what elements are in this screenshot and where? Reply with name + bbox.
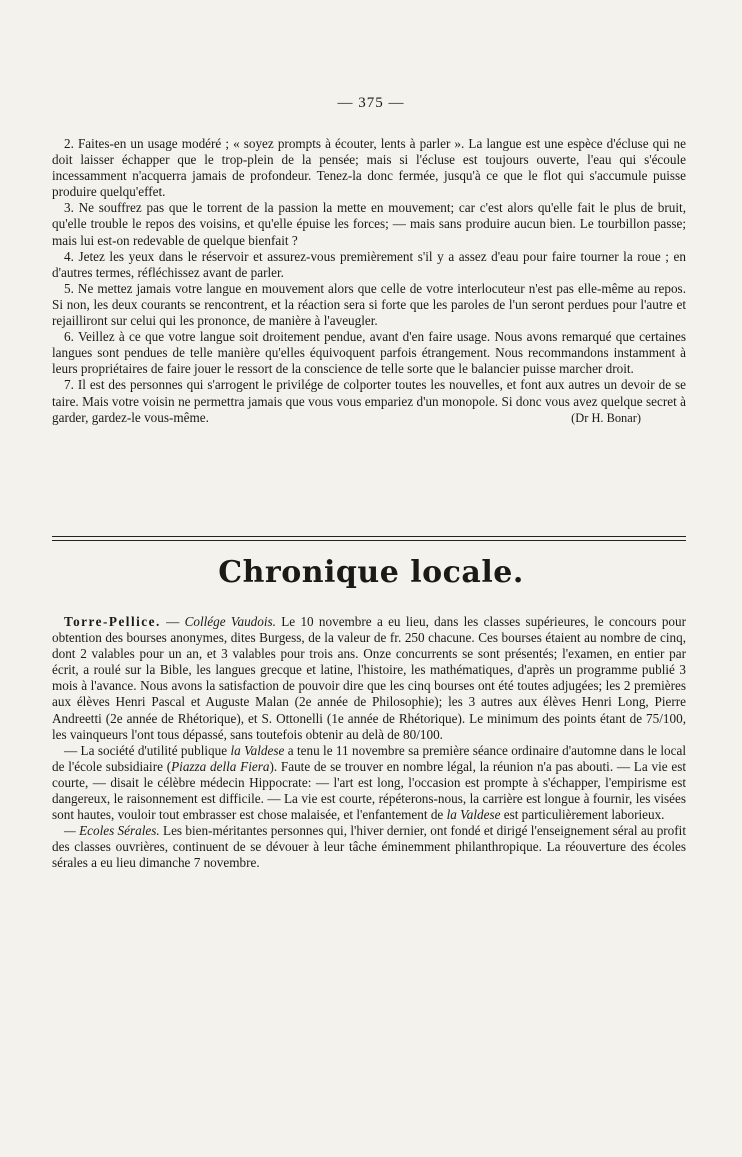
divider-rule bbox=[52, 540, 686, 541]
section-title: Chronique locale. bbox=[218, 555, 524, 590]
advice-paragraph-5: 5. Ne mettez jamais votre langue en mouvement alors que celle de votre interlocuteur n'est pas elle-même au repos. Si non, les deux courants se rencontrent, et la réaction sera si forte que les paroles de l'un seront perdues pour l'autre et rejailliront sur celui qui les prononce, de manière à l'aveugler. bbox=[52, 280, 686, 329]
divider-rule bbox=[52, 536, 686, 537]
advice-paragraph-3: 3. Ne souffrez pas que le torrent de la passion la mette en mouvement; car c'est alors qu'elle fait le plus de bruit, qu'elle trouble le repos des voisins, et qu'elle épuise les forces; — mais sans produire aucun bien. Le tourbillon passe; mais lui est-on redevable de quelque bienfait ? bbox=[52, 200, 686, 248]
chronique-paragraph-ecoles bbox=[52, 823, 686, 871]
place-heading: Torre-Pellice. bbox=[64, 614, 161, 629]
ecoles-heading: — Ecoles Sérales. bbox=[64, 823, 160, 839]
valdese-text-a: — La société d'utilité publique bbox=[64, 742, 231, 758]
college-name: Collége Vaudois. bbox=[184, 614, 276, 629]
valdese-text-c: ). Faute de se trouver en nombre légal, la réunion n'a pas abouti. — La vie est courte, — disait le célèbre médecin Hippocrate: — l'art est long, l'occasion est prompte à s'échapper, l'empirisme est dangereux, le raisonnement est difficile. — La vie est courte, répéterons-nous, la carrière est longue à fournir, les visées sont hautes, vouloir tout embrasser est chose malaisée, et l'enfantement de bbox=[52, 758, 686, 823]
page-number: — 375 — bbox=[337, 95, 405, 111]
valdese-name-2: la Valdese bbox=[446, 807, 501, 823]
chronique-paragraph-college bbox=[52, 614, 686, 743]
advice-paragraph-7-text: 7. Il est des personnes qui s'arrogent le privilége de colporter toutes les nouvelles, et font aux autres un devoir de se taire. Mais votre voisin ne permettra jamais que vous vous empariez d'un monopole. Si donc vous avez quelque secret à garder, gardez-le vous-même. bbox=[52, 377, 686, 425]
advice-paragraph-6: 6. Veillez à ce que votre langue soit droitement pendue, avant d'en faire usage. Nous avons remarqué que certaines langues sont pendues de telle manière qu'elles équivoquent parfois étrangement. Nous recommandons instamment à leurs propriétaires de faire jouer le ressort de la conscience de telle sorte que le balancier puisse marcher droit. bbox=[52, 329, 686, 377]
valdese-text-b: a tenu le 11 novembre sa première séance ordinaire d'automne dans le local de l'école subsidiaire ( bbox=[52, 742, 686, 774]
advice-paragraph-7 bbox=[52, 377, 686, 425]
advice-paragraph-4: 4. Jetez les yeux dans le réservoir et assurez-vous premièrement s'il y a assez d'eau pour faire tourner la roue ; en d'autres termes, réfléchissez avant de parler. bbox=[52, 248, 686, 280]
dash: — bbox=[160, 614, 185, 629]
valdese-name: la Valdese bbox=[230, 742, 285, 758]
college-text: Le 10 novembre a eu lieu, dans les classes supérieures, le concours pour obtention des bourses anonymes, dites Burgess, de la valeur de fr. 250 chacune. Ces bourses étaient au nombre de cinq, dont 2 valables pour un an, et 3 valables pour trois ans. Onze concurrents se sont présentés; l'examen, en entier par écrit, a roulé sur la Bible, les langues grecque et latine, l'histoire, les mathématiques, d'après un programme publié 3 mois à l'avance. Nous avons la satisfaction de pouvoir dire que les cinq bourses ont été toutes adjugées; les 2 premières aux élèves Henri Pascal et Auguste Malan (2e année de Philosophie); les 3 autres aux élèves Henri Long, Pierre Andreetti (2e année de Rhétorique), et S. Ottonelli (1e année de Rhétorique). Le minimum des points étant de 75/100, les vainqueurs l'ont tous dépassé, sans toutefois obtenir au delà de 80/100. bbox=[52, 614, 687, 742]
advice-paragraph-2: 2. Faites-en un usage modéré ; « soyez prompts à écouter, lents à parler ». La langue est une espèce d'écluse qui ne doit laisser échapper que le trop-plein de la pensée; mais si l'écluse est toujours ouverte, l'eau qui s'écoule incessamment n'acquerra jamais de profondeur. Tenez-la donc fermée, jusqu'à ce que le flot qui s'accumule puisse produire quelqu'effet. bbox=[52, 136, 686, 200]
valdese-text-d: est particulièrement laborieux. bbox=[500, 807, 665, 823]
author-signature: (Dr H. Bonar) bbox=[571, 410, 641, 425]
ecoles-text: Les bien-méritantes personnes qui, l'hiver dernier, ont fondé et dirigé l'enseignement séral au profit des classes ouvrières, continuent de se dévouer à leur tâche éminemment philanthropique. La réouverture des écoles sérales a eu lieu dimanche 7 novembre. bbox=[52, 823, 686, 871]
piazza-name: Piazza della Fiera bbox=[171, 758, 270, 774]
advice-section bbox=[52, 136, 686, 426]
chronique-paragraph-valdese bbox=[52, 743, 686, 823]
chronique-section bbox=[52, 614, 686, 872]
